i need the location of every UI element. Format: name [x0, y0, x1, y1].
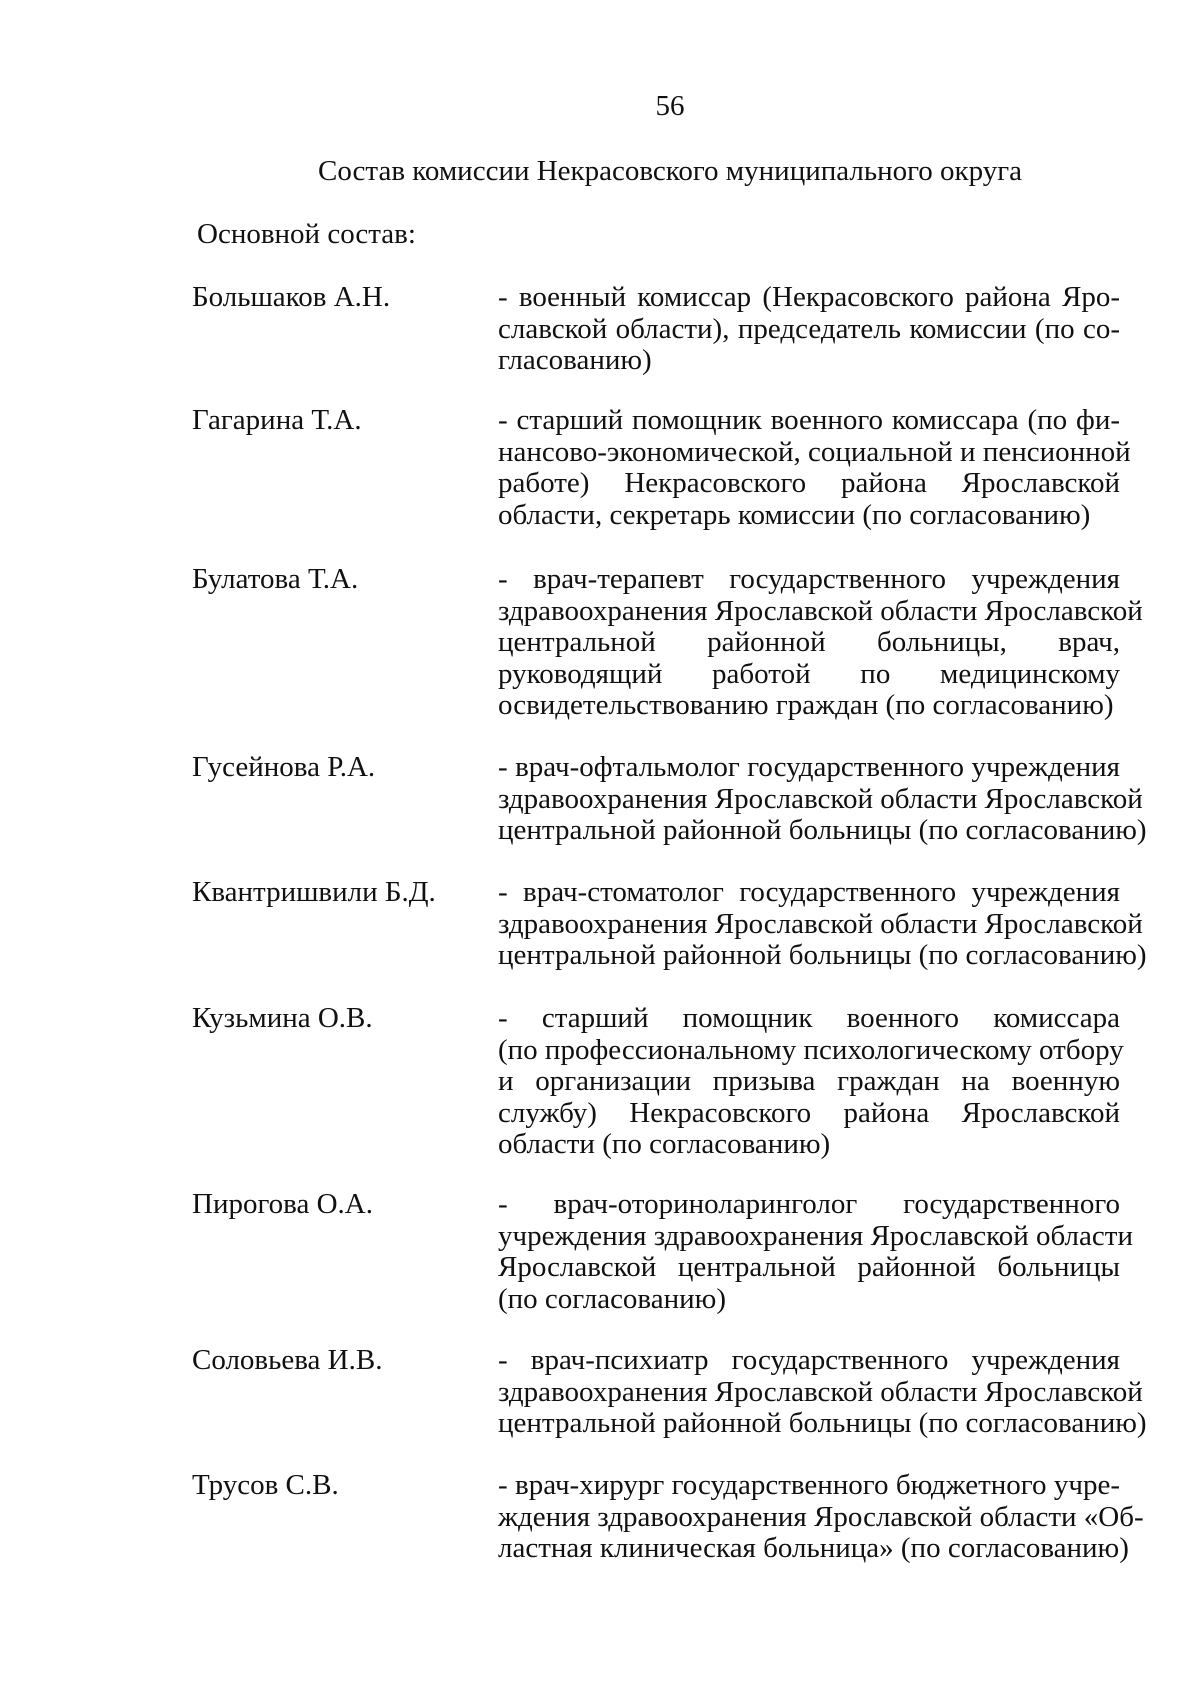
member-role-line: Ярославской центральной районной больницы	[498, 1251, 1120, 1283]
member-role	[498, 1469, 1144, 1565]
member-role-line: службу) Некрасовского района Ярославской	[498, 1096, 1120, 1129]
member-role	[498, 563, 1143, 722]
member-role-line: центральной районной больницы (по согласованию)	[498, 814, 1147, 846]
member-role	[498, 876, 1147, 972]
member-name: Булатова Т.А.	[192, 563, 359, 595]
member-role	[498, 282, 1120, 377]
member-role-line: и организации призыва граждан на военную	[498, 1065, 1120, 1097]
page-number: 56	[655, 90, 685, 122]
member-role	[498, 1344, 1147, 1440]
member-role-line: здравоохранения Ярославской области Ярославской	[498, 594, 1143, 627]
member-role	[498, 404, 1131, 531]
member-role-line: - военный комиссар (Некрасовского района Яро-	[498, 281, 1120, 313]
member-role-line: - врач-офтальмолог государственного учреждения	[498, 751, 1120, 783]
member-role-line: - врач-оториноларинголог государственного	[498, 1188, 1120, 1220]
member-role-line: славской области), председатель комиссии (по со-	[498, 312, 1120, 345]
document-title: Состав комиссии Некрасовского муниципального округа	[317, 155, 1022, 187]
member-name: Большаков А.Н.	[192, 281, 391, 313]
member-role-line: области, секретарь комиссии (по согласованию)	[498, 498, 1091, 531]
member-role-line: освидетельствованию граждан (по согласованию)	[498, 689, 1114, 721]
member-role-line: центральной районной больницы, врач,	[498, 626, 1120, 658]
member-role	[498, 751, 1147, 847]
member-role-line: ластная клиническая больница» (по согласованию)	[498, 1532, 1129, 1564]
member-role-line: ждения здравоохранения Ярославской области «Об-	[498, 1500, 1144, 1533]
member-name: Соловьева И.В.	[192, 1344, 383, 1376]
member-role-line: центральной районной больницы (по согласованию)	[498, 939, 1147, 971]
member-role-line: нансово-экономической, социальной и пенсионной	[498, 435, 1131, 468]
member-role-line: здравоохранения Ярославской области Ярославской	[498, 782, 1143, 815]
member-role-line: области (по согласованию)	[498, 1128, 831, 1160]
member-role-line: учреждения здравоохранения Ярославской области	[498, 1219, 1133, 1252]
member-role	[498, 1002, 1124, 1161]
member-name: Гусейнова Р.А.	[192, 751, 376, 783]
member-name: Квантришвили Б.Д.	[192, 876, 436, 908]
member-role-line: центральной районной больницы (по согласованию)	[498, 1407, 1147, 1439]
member-name: Кузьмина О.В.	[192, 1002, 373, 1034]
member-name: Трусов С.В.	[192, 1469, 339, 1501]
member-role-line: руководящий работой по медицинскому	[498, 657, 1120, 690]
member-role	[498, 1188, 1133, 1315]
member-name: Гагарина Т.А.	[192, 404, 362, 436]
member-role-line: работе) Некрасовского района Ярославской	[498, 467, 1120, 499]
member-role-line: (по согласованию)	[498, 1282, 726, 1315]
member-role-line: (по профессиональному психологическому отбору	[498, 1033, 1124, 1066]
member-role-line: - врач-стоматолог государственного учреждения	[498, 876, 1120, 908]
member-role-line: - старший помощник военного комиссара	[498, 1002, 1120, 1034]
member-role-line: - врач-хирург государственного бюджетного учре-	[498, 1469, 1120, 1501]
member-role-line: - врач-терапевт государственного учреждения	[498, 563, 1120, 595]
member-role-line: здравоохранения Ярославской области Ярославской	[498, 907, 1143, 940]
member-role-line: здравоохранения Ярославской области Ярославской	[498, 1375, 1143, 1408]
member-role-line: гласованию)	[498, 344, 652, 376]
member-role-line: - старший помощник военного комиссара (по фи-	[498, 404, 1120, 436]
member-role-line: - врач-психиатр государственного учреждения	[498, 1344, 1120, 1376]
member-name: Пирогова О.А.	[192, 1188, 373, 1220]
section-label: Основной состав:	[197, 218, 416, 250]
